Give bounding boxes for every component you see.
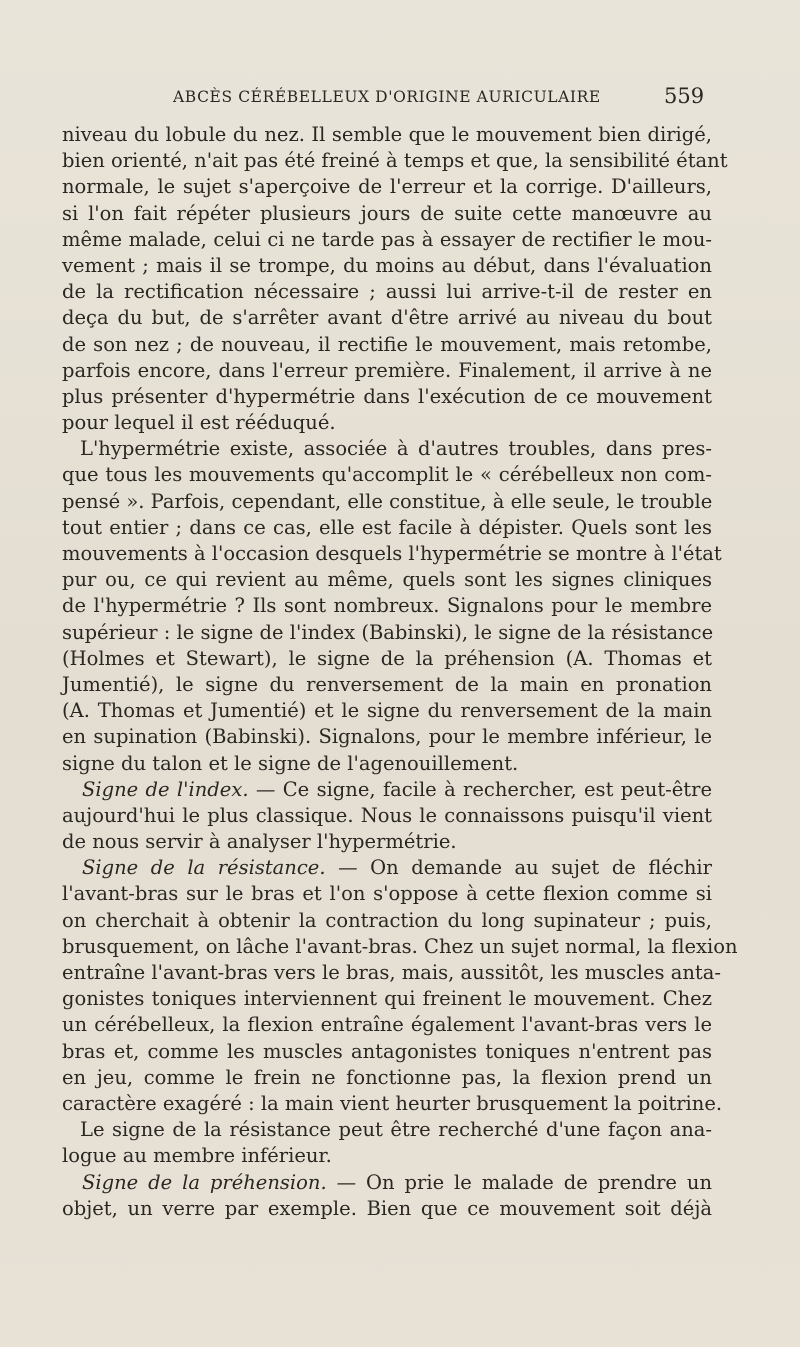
text-line: de la rectification nécessaire ; aussi lui arrive-t-il de rester en: [62, 280, 712, 304]
text-line: (A. Thomas et Jumentié) et le signe du renversement de la main: [62, 699, 712, 723]
text-line: mouvements à l'occasion desquels l'hypermétrie se montre à l'état: [62, 542, 722, 565]
text-line: deça du but, de s'arrêter avant d'être arrivé au niveau du bout: [62, 306, 712, 330]
text-line: supérieur : le signe de l'index (Babinski), le signe de la résistance: [62, 620, 714, 644]
text-line: L'hypermétrie existe, associée à d'autres troubles, dans pres-: [80, 437, 712, 461]
text-line: tout entier ; dans ce cas, elle est facile à dépister. Quels sont les: [62, 515, 712, 539]
text-line: l'avant-bras sur le bras et l'on s'oppose à cette flexion comme si: [62, 882, 712, 906]
text-line: bras et, comme les muscles antagonistes toniques n'entrent pas: [62, 1039, 712, 1063]
text-run: On prie le malade de prendre un: [366, 1170, 713, 1194]
text-line-with-heading: [62, 777, 712, 803]
text-line: vement ; mais il se trompe, du moins au début, dans l'évaluation: [62, 253, 712, 277]
text-line: de son nez ; de nouveau, il rectifie le mouvement, mais retombe,: [62, 332, 712, 356]
page-number: 559: [664, 84, 705, 108]
text-line: aujourd'hui le plus classique. Nous le connaissons puisqu'il vient: [62, 803, 712, 827]
text-line: bien orienté, n'ait pas été freiné à temps et que, la sensibilité étant: [62, 149, 728, 173]
text-line: brusquement, on lâche l'avant-bras. Chez un sujet normal, la flexion: [62, 934, 738, 958]
text-line: pour lequel il est rééduqué.: [62, 411, 336, 435]
text-line: Jumentié), le signe du renversement de la main en pronation: [62, 672, 712, 696]
page-header: [0, 84, 800, 112]
text-line: de l'hypermétrie ? Ils sont nombreux. Signalons pour le membre: [62, 594, 712, 618]
text-line: pensé ». Parfois, cependant, elle constitue, à elle seule, le trouble: [62, 489, 713, 513]
text-line: objet, un verre par exemple. Bien que ce mouvement soit déjà: [62, 1196, 712, 1220]
text-line: que tous les mouvements qu'accomplit le « cérébelleux non com-: [62, 463, 712, 487]
text-line: niveau du lobule du nez. Il semble que le mouvement bien dirigé,: [62, 123, 712, 146]
text-line: de nous servir à analyser l'hypermétrie.: [62, 830, 457, 854]
text-run: Ce signe, facile à rechercher, est peut-être: [282, 777, 713, 801]
text-line: gonistes toniques interviennent qui freinent le mouvement. Chez: [62, 987, 712, 1011]
text-line: parfois encore, dans l'erreur première. Finalement, il arrive à ne: [62, 358, 712, 382]
text-line: en supination (Babinski). Signalons, pour le membre inférieur, le: [62, 725, 712, 749]
text-line-with-heading: [62, 855, 712, 881]
text-line: logue au membre inférieur.: [62, 1144, 332, 1168]
text-line: entraîne l'avant-bras vers le bras, mais, aussitôt, les muscles anta-: [62, 961, 721, 984]
section-heading-resistance: Signe de la résistance. —: [82, 856, 358, 880]
text-run: On demande au sujet de fléchir: [370, 856, 712, 880]
text-line: même malade, celui ci ne tarde pas à essayer de rectifier le mou-: [62, 227, 712, 251]
section-heading-prehension: Signe de la préhension. —: [82, 1170, 357, 1194]
text-line: signe du talon et le signe de l'agenouillement.: [62, 751, 519, 775]
section-heading-index: Signe de l'index. —: [82, 777, 276, 801]
text-line: on cherchait à obtenir la contraction du long supinateur ; puis,: [62, 908, 712, 932]
body-text: [62, 122, 738, 1222]
text-line: pur ou, ce qui revient au même, quels sont les signes cliniques: [62, 568, 712, 592]
text-line: normale, le sujet s'aperçoive de l'erreur et la corrige. D'ailleurs,: [62, 175, 712, 199]
running-head: ABCÈS CÉRÉBELLEUX D'ORIGINE AURICULAIRE: [173, 88, 601, 106]
text-line: caractère exagéré : la main vient heurter brusquement la poitrine.: [62, 1091, 723, 1115]
text-line: (Holmes et Stewart), le signe de la préhension (A. Thomas et: [62, 646, 712, 670]
text-line: plus présenter d'hypermétrie dans l'exécution de ce mouvement: [62, 384, 712, 408]
text-line: Le signe de la résistance peut être recherché d'une façon ana-: [80, 1118, 712, 1142]
text-line: un cérébelleux, la flexion entraîne également l'avant-bras vers le: [62, 1013, 712, 1037]
text-line-with-heading: [62, 1170, 712, 1196]
text-line: si l'on fait répéter plusieurs jours de suite cette manœuvre au: [62, 201, 712, 225]
text-line: en jeu, comme le frein ne fonctionne pas, la flexion prend un: [62, 1065, 712, 1089]
